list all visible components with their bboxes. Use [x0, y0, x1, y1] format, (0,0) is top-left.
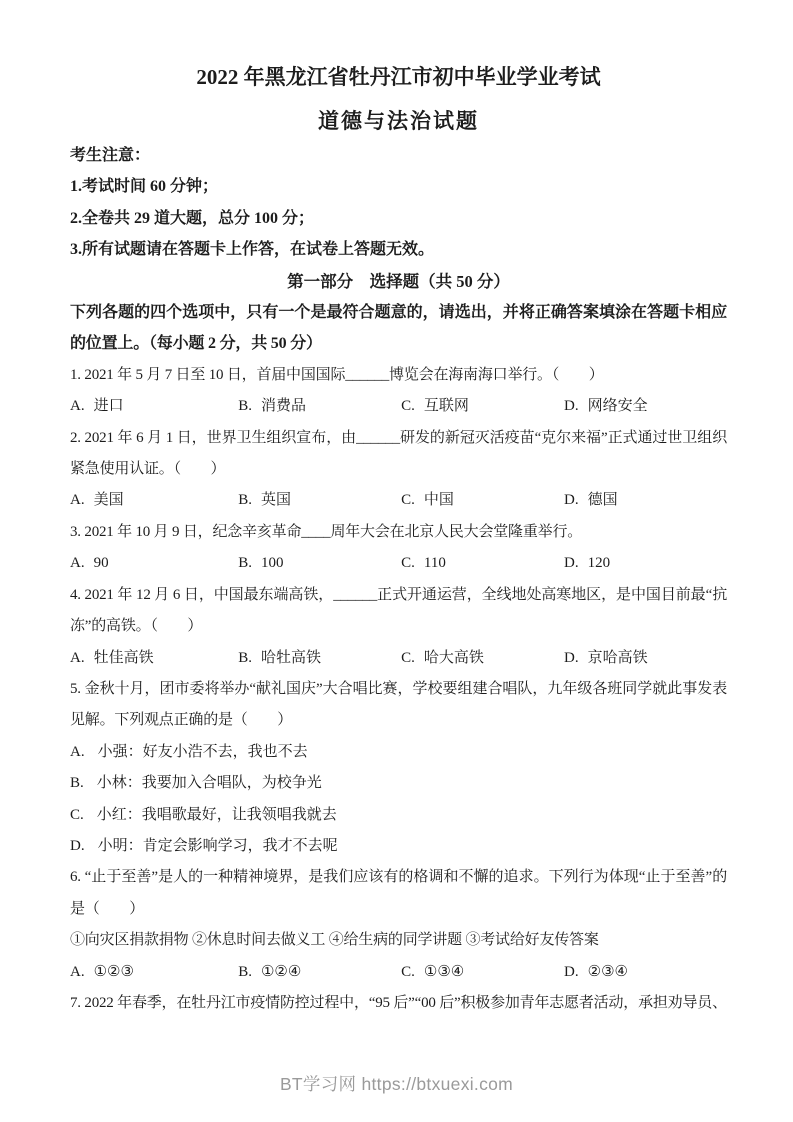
option-label: B.: [238, 649, 252, 666]
question-options: [70, 957, 727, 988]
option-text: 互联网: [423, 398, 469, 415]
option: [70, 391, 238, 422]
option: [564, 643, 727, 674]
option: [70, 957, 238, 988]
question-stem: 4. 2021 年 12 月 6 日，中国最东端高铁，______正式开通运营，全线地处高寒地区，是中国目前最“抗冻”的高铁。（ ）: [70, 586, 727, 635]
option-text: 110: [423, 555, 446, 572]
option-label: D.: [564, 963, 579, 980]
question: [70, 988, 727, 1019]
question-stem: 6. “止于至善”是人的一种精神境界，是我们应该有的格调和不懈的追求。下列行为体现“止于至善”的是（ ）: [70, 869, 727, 917]
option-label: C.: [401, 492, 415, 509]
option: [70, 485, 238, 516]
option: [564, 485, 727, 516]
question: [70, 517, 727, 580]
option-text: ①②④: [260, 963, 302, 980]
question: [70, 862, 727, 988]
option: [70, 737, 727, 768]
question-stem: 3. 2021 年 10 月 9 日，纪念辛亥革命____周年大会在北京人民大会堂隆重举行。: [70, 523, 583, 540]
option-text: 小红：我唱歌最好，让我领唱我就去: [96, 806, 337, 823]
option-text: 小林：我要加入合唱队，为校争光: [96, 775, 322, 792]
option-text: ①②③: [93, 963, 134, 980]
option: [238, 643, 401, 674]
option-label: A.: [70, 398, 85, 415]
option-text: 哈牡高铁: [260, 649, 321, 666]
option: [564, 548, 727, 579]
question-stem: 7. 2022 年春季，在牡丹江市疫情防控过程中，“95 后”“00 后”积极参加青年志愿者活动，承担劝导员、: [70, 994, 727, 1011]
notice-items: [70, 171, 727, 265]
option: [401, 643, 564, 674]
option: [70, 800, 727, 831]
option-label: A.: [70, 492, 85, 509]
option-label: D.: [564, 555, 579, 572]
notice-heading: 考生注意：: [70, 147, 151, 164]
question: [70, 360, 727, 423]
option: [564, 957, 727, 988]
option-text: 哈大高铁: [423, 649, 484, 666]
watermark-footer: BT学习网 https://btxuexi.com: [279, 1074, 514, 1094]
option-label: A.: [70, 743, 85, 760]
option-label: B.: [238, 398, 252, 415]
option-text: ②③④: [587, 963, 628, 980]
option-label: B.: [238, 555, 252, 572]
option-text: 德国: [587, 492, 618, 509]
option-label: A.: [70, 963, 85, 980]
option-label: D.: [70, 837, 85, 854]
option: [238, 548, 401, 579]
option-label: A.: [70, 555, 85, 572]
option-text: 进口: [93, 398, 124, 415]
option-label: B.: [238, 492, 252, 509]
notice-item: 1.考试时间 60 分钟；: [70, 178, 219, 196]
question-options: [70, 548, 727, 579]
option-text: 小明：肯定会影响学习，我才不去呢: [97, 837, 338, 854]
question: [70, 580, 727, 674]
option: [401, 391, 564, 422]
exam-title: 2022 年黑龙江省牡丹江市初中毕业学业考试: [196, 65, 601, 89]
option-text: 小强：好友小浩不去，我也不去: [97, 743, 308, 760]
option-label: C.: [70, 806, 84, 823]
option: [70, 643, 238, 674]
option-text: 120: [587, 555, 611, 572]
option: [70, 548, 238, 579]
option: [564, 391, 727, 422]
option-label: B.: [238, 963, 252, 980]
option-label: C.: [401, 398, 415, 415]
option-text: 网络安全: [587, 398, 648, 415]
question-options: [70, 737, 727, 863]
option-label: D.: [564, 398, 579, 415]
question-options: [70, 643, 727, 674]
question-stem: 2. 2021 年 6 月 1 日，世界卫生组织宣布，由______研发的新冠灭活疫苗“克尔来福”正式通过世卫组织紧急使用认证。（ ）: [70, 429, 727, 478]
option-label: D.: [564, 492, 579, 509]
question-options: [70, 485, 727, 516]
option: [238, 485, 401, 516]
question: [70, 674, 727, 862]
notice-item: 3.所有试题请在答题卡上作答，在试卷上答题无效。: [70, 241, 435, 259]
option-text: 英国: [260, 492, 291, 509]
option-text: 中国: [423, 492, 454, 509]
notice-item: 2.全卷共 29 道大题，总分 100 分；: [70, 209, 315, 227]
option-text: 牡佳高铁: [93, 649, 154, 666]
option-text: 京哈高铁: [587, 649, 648, 666]
option-label: A.: [70, 649, 85, 666]
question-options: [70, 391, 727, 422]
section-instruction: 下列各题的四个选项中，只有一个是最符合题意的，请选出，并将正确答案填涂在答题卡相应的位置上。（每小题 2 分，共 50 分）: [70, 304, 727, 353]
option-label: B.: [70, 775, 84, 792]
option-label: C.: [401, 963, 415, 980]
option: [238, 391, 401, 422]
option-text: ①③④: [423, 963, 465, 980]
option-text: 消费品: [260, 398, 306, 415]
option: [70, 768, 727, 799]
option: [401, 957, 564, 988]
option-label: C.: [401, 649, 415, 666]
section-heading: 第一部分 选择题（共 50 分）: [287, 271, 510, 291]
option-text: 90: [93, 555, 109, 572]
option: [238, 957, 401, 988]
option-label: D.: [564, 649, 579, 666]
question-items-line: ①向灾区捐款捐物 ②休息时间去做义工 ④给生病的同学讲题 ③考试给好友传答案: [70, 932, 599, 949]
exam-subject-title: 道德与法治试题: [318, 109, 479, 133]
question-stem: 1. 2021 年 5 月 7 日至 10 日，首届中国国际______博览会在海南海口举行。（ ）: [70, 366, 604, 383]
option: [401, 548, 564, 579]
question-stem: 5. 金秋十月，团市委将举办“献礼国庆”大合唱比赛，学校要组建合唱队，九年级各班同学就此事发表见解。下列观点正确的是（ ）: [70, 680, 727, 729]
question: [70, 423, 727, 517]
questions: [70, 360, 727, 1020]
document-body: [70, 140, 727, 1019]
option-text: 美国: [93, 492, 124, 509]
option: [401, 485, 564, 516]
option-label: C.: [401, 555, 415, 572]
option-text: 100: [260, 555, 284, 572]
option: [70, 831, 727, 862]
